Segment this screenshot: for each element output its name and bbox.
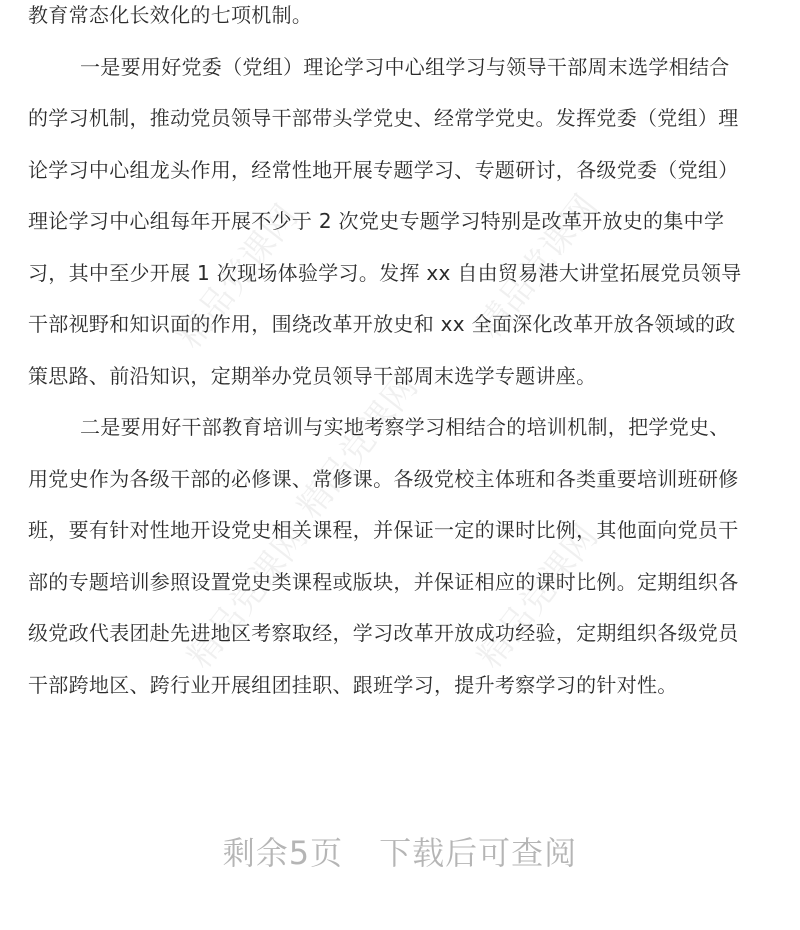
document-body bbox=[28, 0, 776, 719]
text-line: 干部视野和知识面的作用，围绕改革开放史和 xx 全面深化改革开放各领域的政 bbox=[28, 312, 736, 336]
paragraph-first-line: 一是要用好党委（党组）理论学习中心组学习与领导干部周末选学相结合 bbox=[80, 54, 730, 79]
watermark: 精品党课网 bbox=[469, 187, 606, 346]
remaining-pages-label[interactable]: 剩余5页 bbox=[222, 834, 344, 872]
text-line: 部的专题培训参照设置党史类课程或版块，并保证相应的课时比例。定期组织各 bbox=[28, 569, 739, 594]
text-line: 干部跨地区、跨行业开展组团挂职、跟班学习，提升考察学习的针对性。 bbox=[28, 672, 678, 697]
text-line: 习，其中至少开展 1 次现场体验学习。发挥 xx 自由贸易港大讲堂拓展党员领导 bbox=[28, 260, 742, 285]
text-line: 教育常态化长效化的七项机制。 bbox=[28, 3, 313, 27]
text-line: 的学习机制，推动党员领导干部带头学党史、经常学党史。发挥党委（党组）理 bbox=[28, 106, 739, 130]
text-line: 级党政代表团赴先进地区考察取经，学习改革开放成功经验，定期组织各级党员 bbox=[28, 621, 739, 645]
text-line: 班，要有针对性地开设党史相关课程，并保证一定的课时比例，其他面向党员干 bbox=[28, 518, 739, 542]
text-line: 理论学习中心组每年开展不少于 2 次党史专题学习特别是改革开放史的集中学 bbox=[28, 209, 725, 233]
watermark: 精品党课网 bbox=[169, 197, 306, 356]
text-line: 策思路、前沿知识，定期举办党员领导干部周末选学专题讲座。 bbox=[28, 363, 597, 388]
download-to-view-link[interactable]: 下载后可查阅 bbox=[379, 834, 578, 872]
watermark: 精品党课网 bbox=[469, 517, 606, 676]
text-line: 用党史作为各级干部的必修课、常修课。各级党校主体班和各类重要培训班研修 bbox=[28, 466, 739, 491]
download-prompt[interactable] bbox=[0, 828, 800, 874]
text-line: 论学习中心组龙头作用，经常性地开展专题学习、专题研讨，各级党委（党组） bbox=[28, 157, 739, 182]
watermark: 精品党课网 bbox=[289, 367, 426, 526]
watermark: 精品党课网 bbox=[179, 517, 316, 676]
paragraph-first-line: 二是要用好干部教育培训与实地考察学习相结合的培训机制，把学党史、 bbox=[80, 415, 730, 439]
